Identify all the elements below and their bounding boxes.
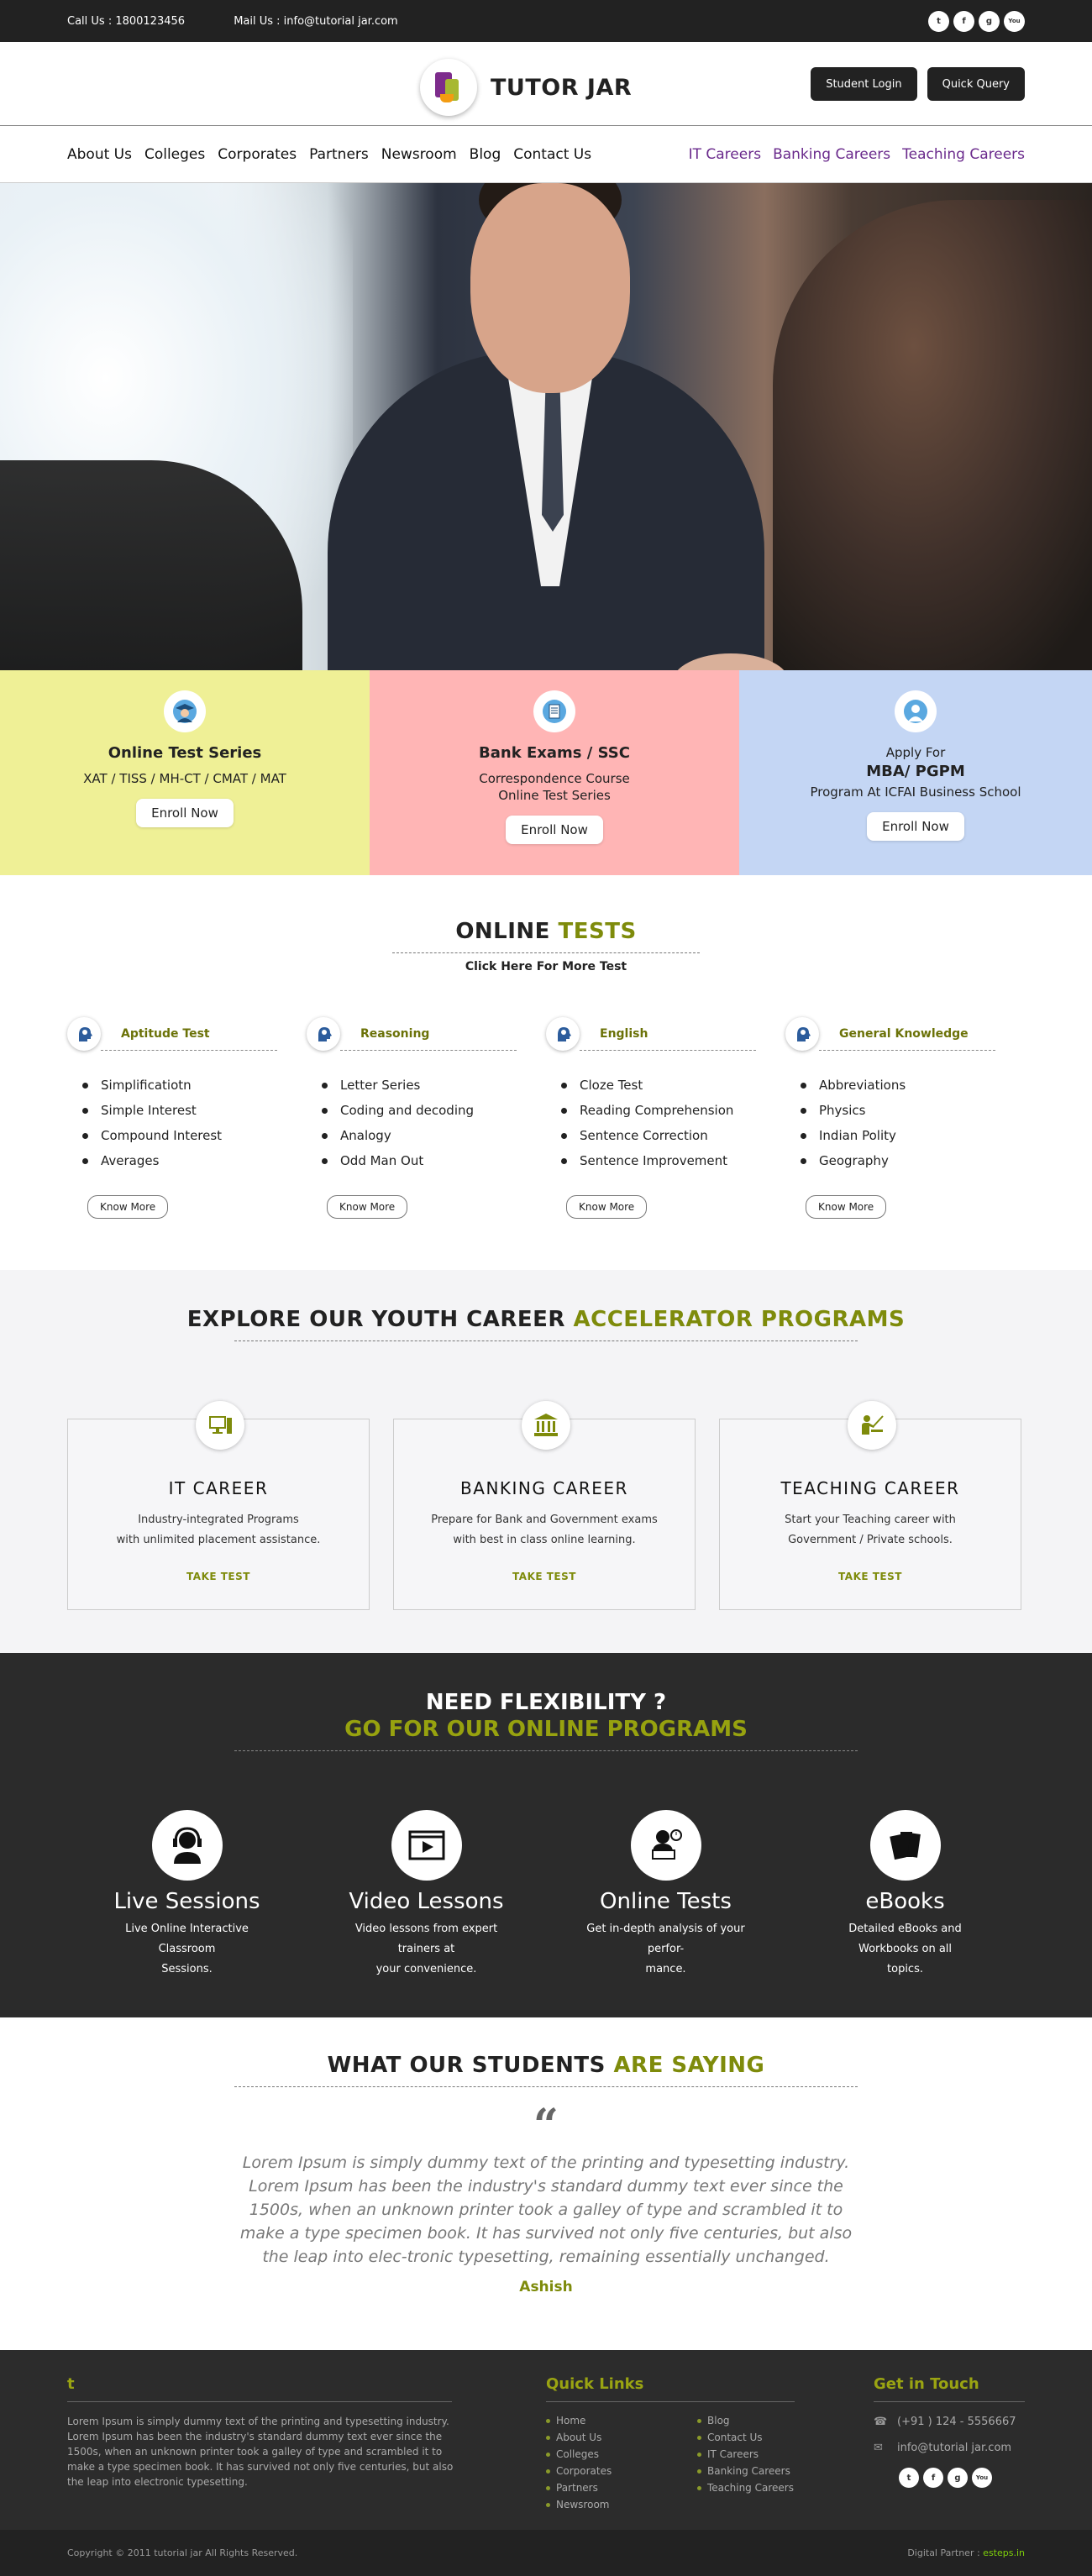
testimonials-section [0,2017,1092,2350]
list-item[interactable]: Simple Interest [82,1098,307,1123]
footer-link-it-careers[interactable]: IT Careers [697,2446,848,2463]
list-item[interactable]: Compound Interest [82,1123,307,1148]
list-item[interactable]: Sentence Improvement [561,1148,785,1173]
footer-heading: Get in Touch [874,2375,1025,2402]
section-title: WHAT OUR STUDENTS ARE SAYING [327,2053,765,2078]
nav-banking-careers[interactable]: Banking Careers [773,146,891,163]
test-column-reasoning [307,1017,546,1219]
quote-icon: “ [533,2100,559,2151]
youtube-icon[interactable]: You [972,2468,992,2488]
feature-title: Online Test Series [108,744,262,762]
footer-link-blog[interactable]: Blog [697,2412,848,2429]
career-card-banking [393,1419,696,1610]
list-item[interactable]: Cloze Test [561,1073,785,1098]
know-more-button[interactable]: Know More [327,1195,407,1219]
take-test-link[interactable]: TAKE TEST [186,1571,250,1582]
testimonial-text: Lorem Ipsum is simply dummy text of the printing and typesetting industry. Lorem Ipsum has been the industry's standard dummy text ever since the 1500s, when an unknown printer took a galley of type and scrambled it to make a type specimen book. It has survived not only five centuries, but also the leap into elec-tronic typesetting, remaining essentially unchanged. [239,2154,853,2266]
list-item[interactable]: Averages [82,1148,307,1173]
nav-blog[interactable]: Blog [469,146,501,163]
program-video-lessons[interactable] [307,1810,546,1980]
online-programs-section [0,1653,1092,2017]
know-more-button[interactable]: Know More [87,1195,168,1219]
footer-quick-links [546,2375,874,2513]
list-item[interactable]: Odd Man Out [322,1148,546,1173]
program-title: Live Sessions [113,1889,260,1914]
footer-about [67,2375,467,2513]
enroll-now-button[interactable]: Enroll Now [136,799,234,827]
books-icon [870,1810,941,1881]
teacher-icon [848,1401,896,1450]
nav-colleges[interactable]: Colleges [144,146,206,163]
list-item[interactable]: Indian Polity [801,1123,1025,1148]
testimonial-author: Ashish [519,2279,573,2295]
social-links [928,11,1025,32]
program-text: Detailed eBooks and Workbooks on all topics. [848,1923,962,1975]
hero-image [0,183,1092,670]
test-column-general-knowledge [785,1017,1025,1219]
take-test-link[interactable]: TAKE TEST [838,1571,902,1582]
program-online-tests[interactable] [546,1810,785,1980]
head-brain-icon [67,1017,101,1051]
copyright-text: Copyright © 2011 tutorial jar All Rights Reserved. [67,2547,298,2558]
footer-about-text: Lorem Ipsum is simply dummy text of the printing and typesetting industry. Lorem Ipsum has been the industry's standard dummy text ever since the 1500s, when an unknown printer took a galley of type and scrambled it to make a type specimen book. It has survived not only five centuries, but also the leap into electronic typesetting. [67,2416,454,2488]
online-tests-section [0,875,1092,1270]
facebook-icon[interactable]: f [923,2468,943,2488]
headset-icon [152,1810,223,1881]
footer-social-links [899,2468,1025,2488]
nav-partners[interactable]: Partners [309,146,369,163]
footer-heading: t [67,2375,452,2402]
program-text: Get in-depth analysis of your perfor- mance. [586,1923,745,1975]
footer-link-newsroom[interactable]: Newsroom [546,2496,697,2513]
top-bar [0,0,1092,42]
youtube-icon[interactable]: You [1004,11,1025,32]
know-more-button[interactable]: Know More [566,1195,647,1219]
brand-name: TUTOR JAR [491,74,633,101]
program-text: Live Online Interactive Classroom Sessions. [125,1923,249,1975]
footer-heading: Quick Links [546,2375,795,2402]
section-title: ONLINE TESTS [455,919,637,944]
footer-email[interactable]: info@tutorial jar.com [897,2442,1012,2454]
nav-newsroom[interactable]: Newsroom [381,146,457,163]
phone-icon: ☎ [874,2416,888,2428]
call-info: Call Us : 1800123456 [67,14,186,28]
feature-online-test-series [0,670,370,875]
site-header [0,42,1092,126]
footer-link-colleges[interactable]: Colleges [546,2446,697,2463]
feature-boxes [0,670,1092,875]
quick-query-button[interactable]: Quick Query [927,67,1025,101]
test-category-label[interactable]: English [600,1027,648,1041]
digital-partner: Digital Partner : esteps.in [907,2547,1025,2558]
career-programs-section [0,1270,1092,1653]
test-category-label[interactable]: General Knowledge [839,1027,969,1041]
nav-it-careers[interactable]: IT Careers [688,146,762,163]
enroll-now-button[interactable]: Enroll Now [867,812,964,841]
feature-title: Bank Exams / SSC [479,744,630,762]
take-test-link[interactable]: TAKE TEST [512,1571,576,1582]
twitter-icon[interactable]: t [928,11,949,32]
partner-link[interactable]: esteps.in [983,2547,1025,2558]
feature-text: XAT / TISS / MH-CT / CMAT / MAT [83,771,286,786]
online-test-icon [631,1810,701,1881]
card-text: Prepare for Bank and Government exams with best in class online learning. [431,1514,658,1546]
card-title: IT CAREER [168,1478,269,1498]
footer-link-partners[interactable]: Partners [546,2479,697,2496]
section-subtitle: GO FOR OUR ONLINE PROGRAMS [344,1717,748,1742]
feature-bank-exams [370,670,739,875]
card-title: BANKING CAREER [460,1478,628,1498]
main-nav [0,126,1092,183]
section-title: NEED FLEXIBILITY ? [425,1690,667,1715]
test-category-label[interactable]: Aptitude Test [121,1027,210,1041]
googleplus-icon[interactable]: g [948,2468,968,2488]
computer-icon [196,1401,244,1450]
footer-link-contact[interactable]: Contact Us [697,2429,848,2446]
more-tests-link[interactable]: Click Here For More Test [465,960,627,973]
feature-title: MBA/ PGPM [866,763,965,780]
copyright-bar [0,2530,1092,2576]
head-brain-icon [307,1017,340,1051]
user-icon [895,690,937,732]
nav-about-us[interactable]: About Us [67,146,132,163]
mail-info[interactable]: Mail Us : info@tutorial jar.com [234,14,398,28]
program-text: Video lessons from expert trainers at your convenience. [354,1923,498,1975]
feature-pre: Apply For [885,745,946,760]
feature-text: Program At ICFAI Business School [810,784,1021,800]
video-player-icon [391,1810,462,1881]
feature-text: Online Test Series [498,788,611,803]
career-card-teaching [719,1419,1021,1610]
facebook-icon[interactable]: f [953,11,974,32]
logo-mark-icon [420,59,477,116]
list-item[interactable]: Geography [801,1148,1025,1173]
list-item[interactable]: Abbreviations [801,1073,1025,1098]
head-brain-icon [785,1017,819,1051]
mail-icon: ✉ [874,2442,883,2454]
career-card-it [67,1419,370,1610]
footer-link-home[interactable]: Home [546,2412,697,2429]
nav-contact-us[interactable]: Contact Us [513,146,592,163]
program-ebooks[interactable] [785,1810,1025,1980]
footer-contact [874,2375,1025,2513]
program-title: Video Lessons [349,1889,504,1914]
googleplus-icon[interactable]: g [979,11,1000,32]
document-icon [533,690,575,732]
card-title: TEACHING CAREER [780,1478,960,1498]
list-item[interactable]: Simplificatiotn [82,1073,307,1098]
nav-corporates[interactable]: Corporates [218,146,297,163]
card-text: Start your Teaching career with Government / Private schools. [785,1514,956,1546]
nav-teaching-careers[interactable]: Teaching Careers [902,146,1025,163]
head-brain-icon [546,1017,580,1051]
card-text: Industry-integrated Programs with unlimited placement assistance. [116,1514,321,1546]
feature-text: Correspondence Course [479,771,630,786]
footer-link-about[interactable]: About Us [546,2429,697,2446]
site-footer [0,2350,1092,2530]
footer-link-corporates[interactable]: Corporates [546,2463,697,2479]
list-item[interactable]: Reading Comprehension [561,1098,785,1123]
test-column-english [546,1017,785,1219]
list-item[interactable]: Sentence Correction [561,1123,785,1148]
program-title: eBooks [865,1889,945,1914]
student-login-button[interactable]: Student Login [811,67,916,101]
footer-phone: (+91 ) 124 - 5556667 [897,2416,1016,2428]
know-more-button[interactable]: Know More [806,1195,886,1219]
bank-icon [522,1401,570,1450]
list-item[interactable]: Analogy [322,1123,546,1148]
graduate-icon [164,690,206,732]
test-column-aptitude [67,1017,307,1219]
twitter-icon[interactable]: t [899,2468,919,2488]
feature-mba-pgpm [739,670,1092,875]
footer-link-teaching-careers[interactable]: Teaching Careers [697,2479,848,2496]
list-item[interactable]: Coding and decoding [322,1098,546,1123]
logo[interactable] [420,59,632,116]
program-title: Online Tests [600,1889,732,1914]
test-category-label[interactable]: Reasoning [360,1027,430,1041]
list-item[interactable]: Letter Series [322,1073,546,1098]
list-item[interactable]: Physics [801,1098,1025,1123]
section-title: EXPLORE OUR YOUTH CAREER ACCELERATOR PROGRAMS [186,1307,906,1332]
enroll-now-button[interactable]: Enroll Now [506,816,603,844]
footer-link-banking-careers[interactable]: Banking Careers [697,2463,848,2479]
program-live-sessions[interactable] [67,1810,307,1980]
